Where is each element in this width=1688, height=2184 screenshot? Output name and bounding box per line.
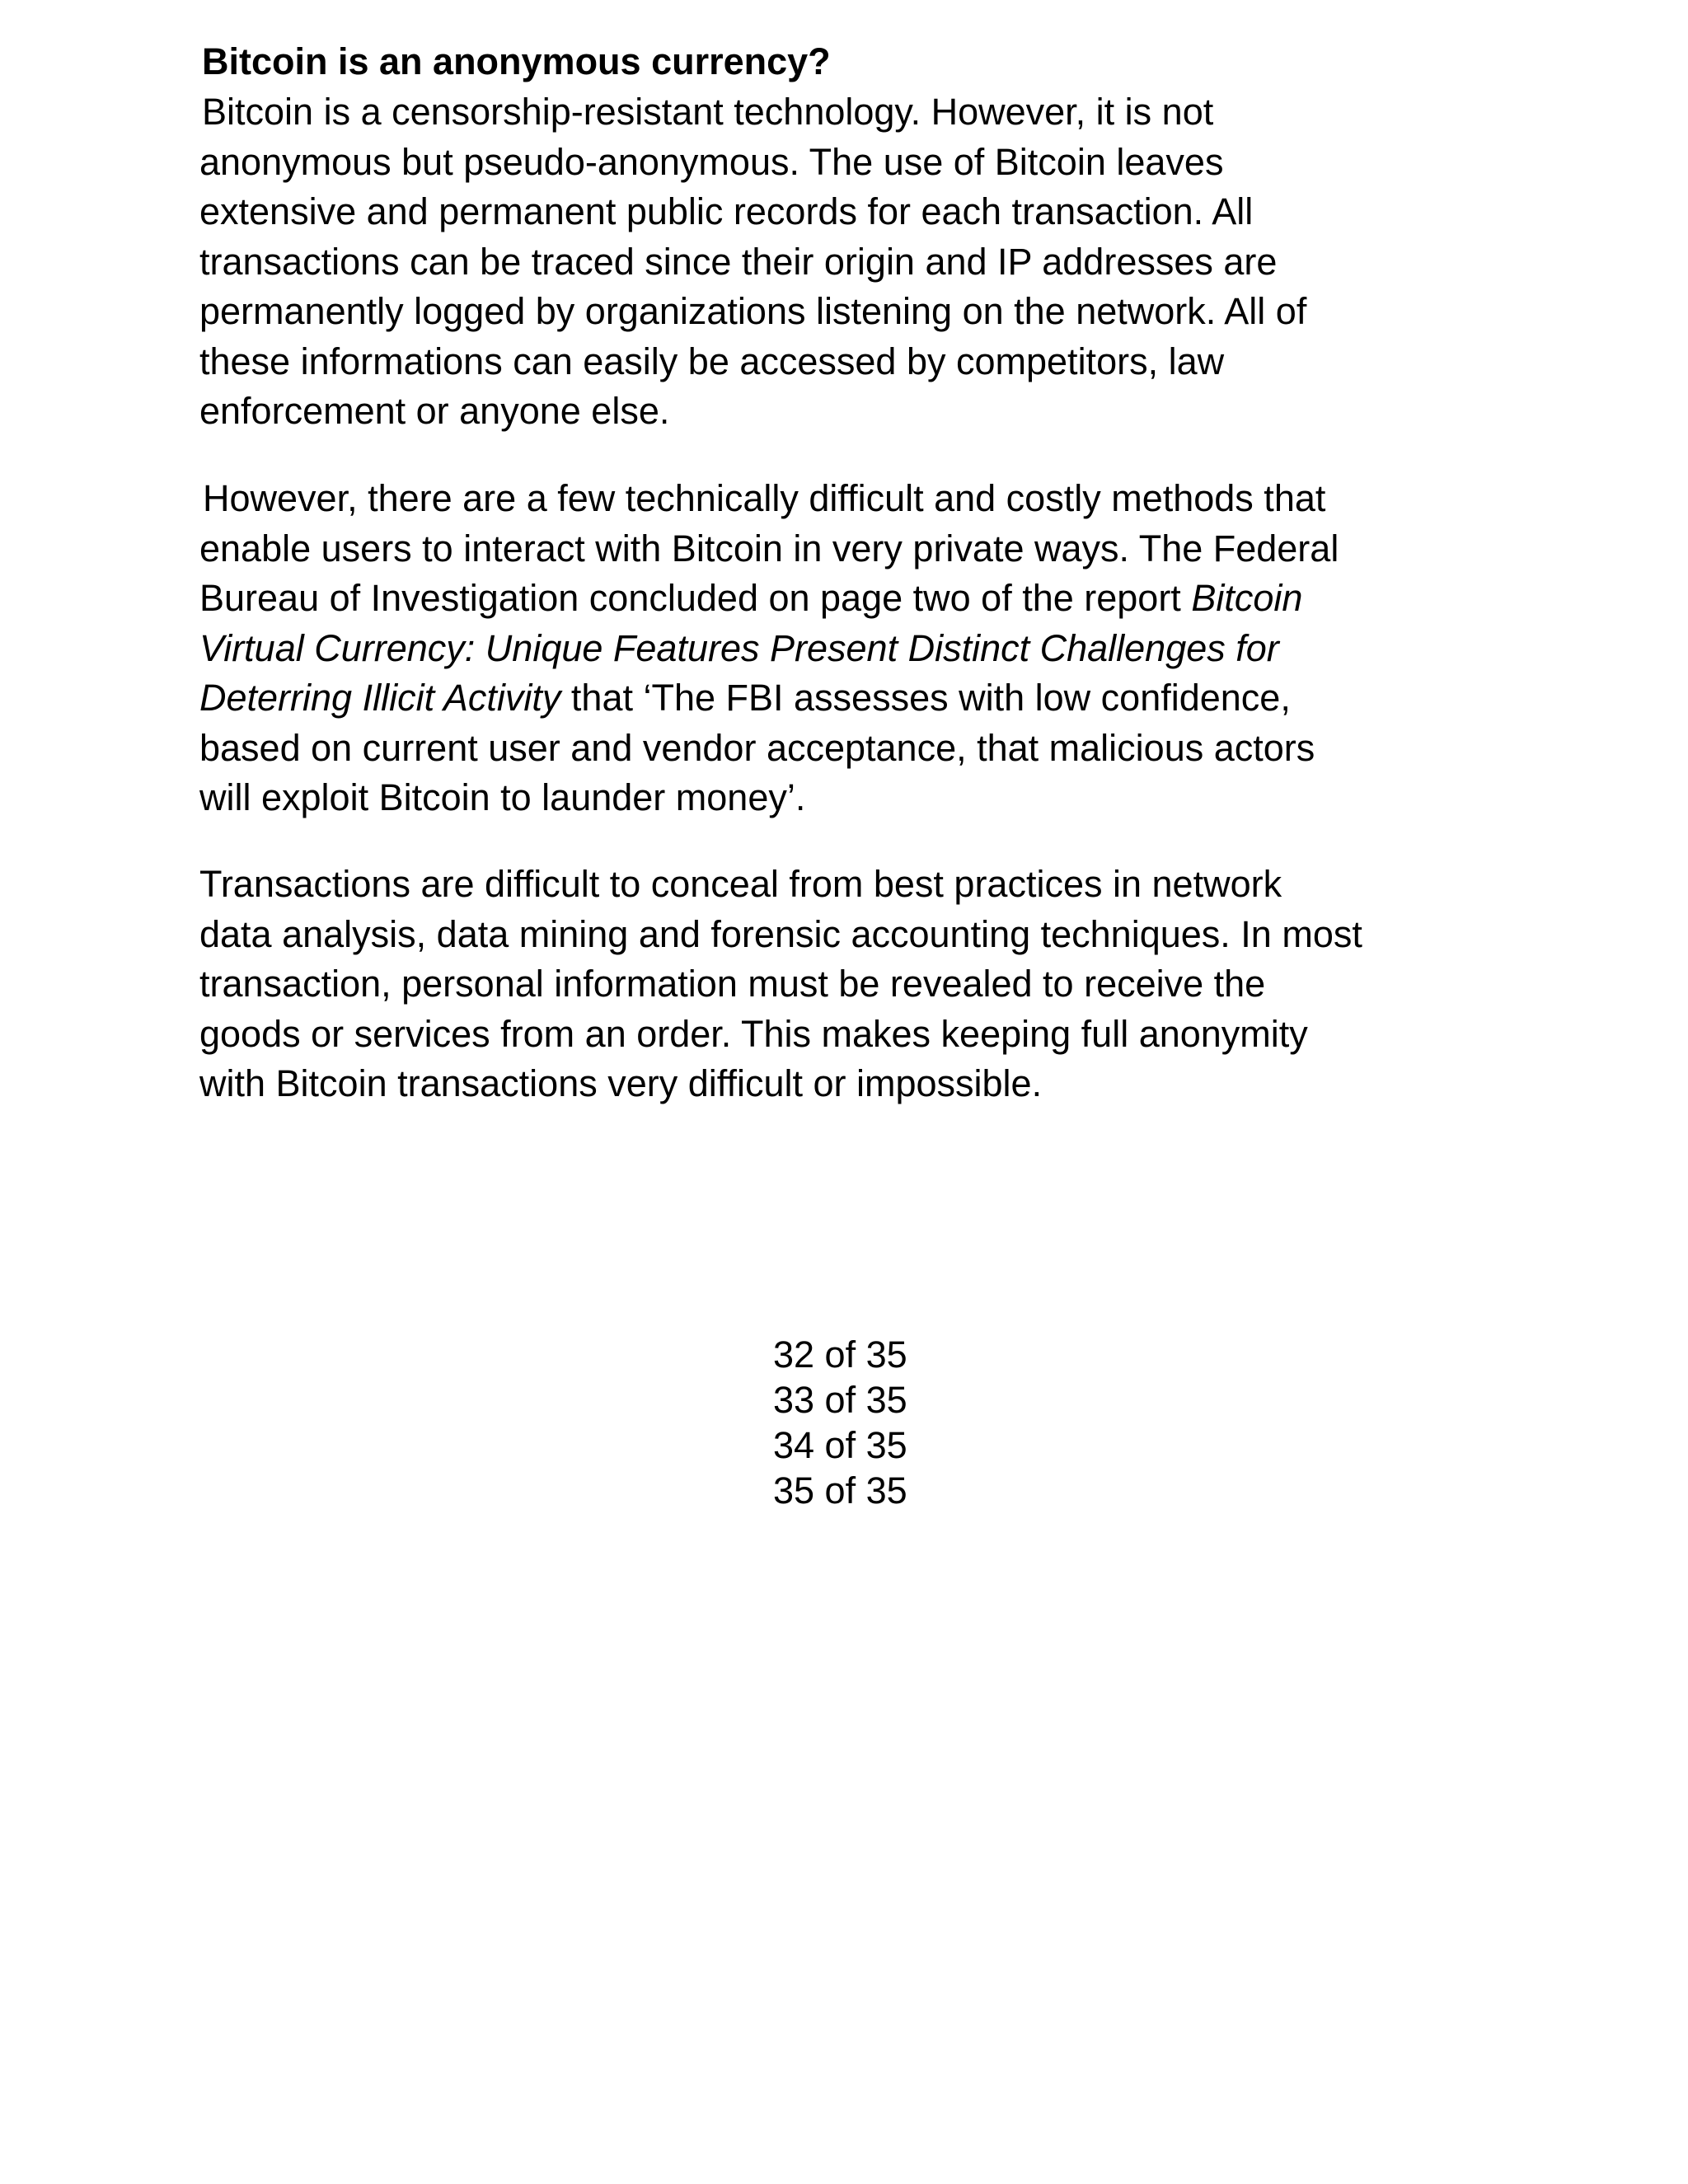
- report-title-italic: Virtual Currency: Unique Features Present Distinct Challenges for: [199, 626, 1279, 669]
- paragraph-3-line: goods or services from an order. This makes keeping full anonymity: [199, 1012, 1308, 1055]
- paragraph-1-line: transactions can be traced since their origin and IP addresses are: [199, 240, 1278, 283]
- paragraph-2-text: Bureau of Investigation concluded on page two of the report: [199, 577, 1192, 619]
- paragraph-1: [199, 87, 1306, 437]
- paragraph-2-line: [199, 574, 1339, 624]
- paragraph-2-line: based on current user and vendor acceptance, that malicious actors: [199, 726, 1315, 769]
- paragraph-2-line: [199, 673, 1339, 724]
- paragraph-2-line: [199, 624, 1339, 674]
- paragraph-2-line: enable users to interact with Bitcoin in very private ways. The Federal: [199, 527, 1339, 569]
- paragraph-1-line: extensive and permanent public records for each transaction. All: [199, 190, 1254, 232]
- paragraph-1-line: permanently logged by organizations listening on the network. All of: [199, 290, 1307, 332]
- paragraph-2-line: will exploit Bitcoin to launder money’.: [199, 776, 806, 818]
- page-number: 33 of 35: [773, 1379, 907, 1421]
- paragraph-2-line: However, there are a few technically difficult and costly methods that: [203, 477, 1326, 519]
- page-number: 34 of 35: [773, 1424, 907, 1466]
- report-title-italic: Bitcoin: [1191, 577, 1303, 619]
- paragraph-1-line: anonymous but pseudo-anonymous. The use of Bitcoin leaves: [199, 140, 1224, 183]
- paragraph-1-line: enforcement or anyone else.: [199, 390, 670, 432]
- page-number-list: [773, 1332, 907, 1513]
- paragraph-2: [199, 474, 1339, 823]
- paragraph-2-text: that ‘The FBI assesses with low confidence,: [560, 677, 1291, 719]
- page-number: 35 of 35: [773, 1469, 907, 1511]
- report-title-italic: Deterring Illicit Activity: [199, 677, 561, 719]
- page-number: 32 of 35: [773, 1333, 907, 1376]
- paragraph-3-line: transaction, personal information must be revealed to receive the: [199, 963, 1266, 1005]
- paragraph-3-line: data analysis, data mining and forensic accounting techniques. In most: [199, 912, 1362, 955]
- paragraph-1-line: these informations can easily be accessed by competitors, law: [199, 340, 1225, 382]
- paragraph-3-line: Transactions are difficult to conceal from best practices in network: [199, 863, 1282, 905]
- paragraph-3-line: with Bitcoin transactions very difficult or impossible.: [199, 1062, 1043, 1104]
- section-heading: Bitcoin is an anonymous currency?: [202, 40, 831, 82]
- paragraph-1-line: Bitcoin is a censorship-resistant technology. However, it is not: [202, 91, 1214, 133]
- paragraph-3: [199, 860, 1362, 1109]
